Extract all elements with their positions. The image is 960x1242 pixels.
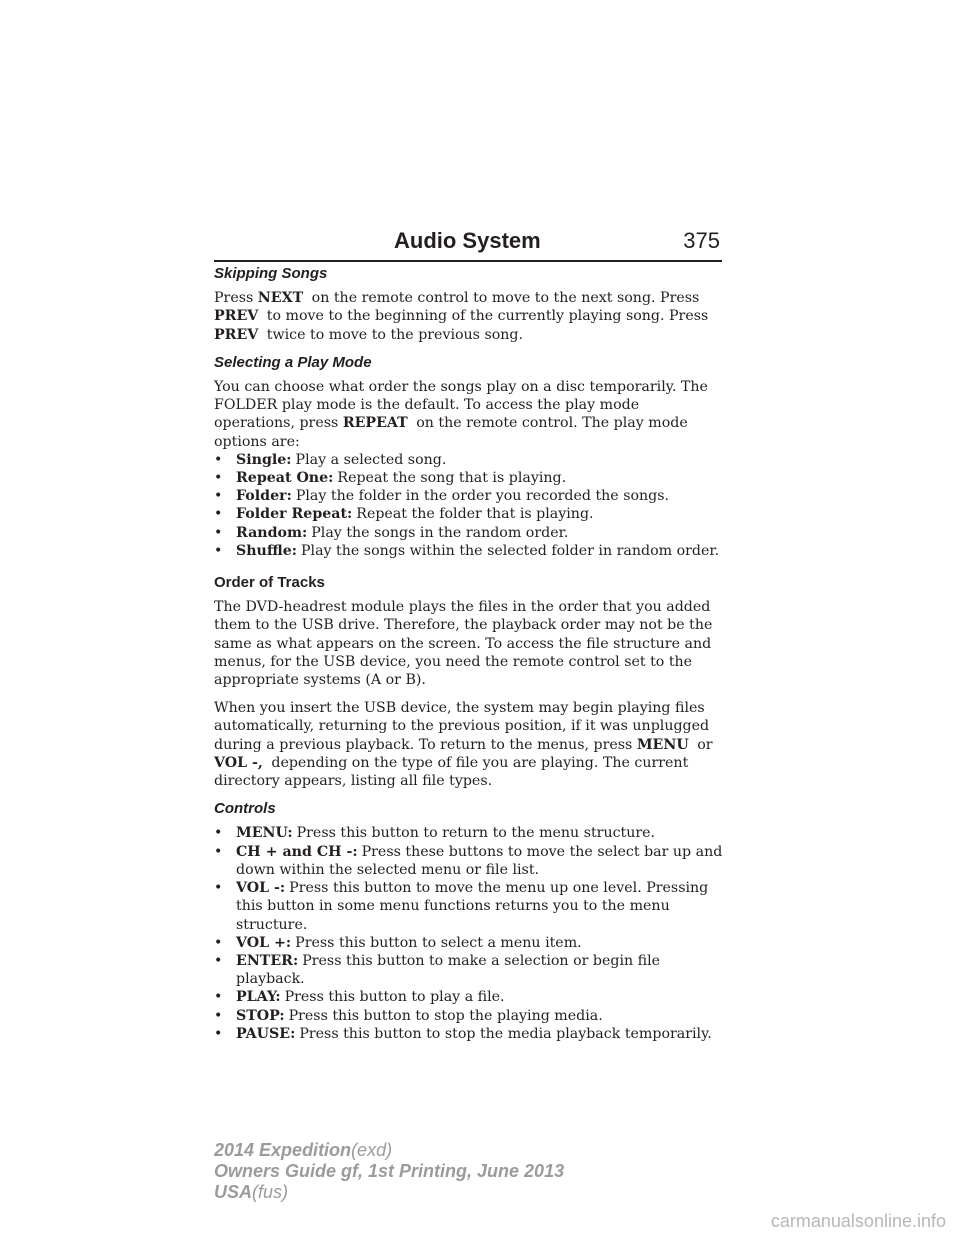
list-item: • Single: Play a selected song. [214,451,447,468]
list-item: • Random: Play the songs in the random order. [214,524,569,541]
paragraph-skipping: Press NEXT on the remote control to move to the next song. Press PREV to move to the beginning of the currently playing song. Press PREV twice to move to the previous song. [214,290,709,343]
controls-list [214,824,724,1042]
watermark: carmanualsonline.info [770,1211,946,1231]
paragraph-order-2: When you insert the USB device, the system may begin playing files automatically, returning to the previous position, if it was unplugged during a previous playback. To return to the menus, press MENU or VOL -, depending on the type of file you are playing. The current directory appears, listing all file types. [214,700,713,790]
list-item: • VOL +: Press this button to select a menu item. [214,934,582,951]
list-item: • Folder: Play the folder in the order you recorded the songs. [214,488,670,505]
list-item: • MENU: Press this button to return to the menu structure. [214,825,656,842]
heading-play-mode: Selecting a Play Mode [214,353,372,371]
heading-skipping-songs: Skipping Songs [214,265,328,282]
list-item: • PAUSE: Press this button to stop the media playback temporarily. [214,1025,712,1042]
play-mode-list [214,451,724,560]
list-item: • Shuffle: Play the songs within the selected folder in random order. [214,542,720,559]
heading-order-of-tracks: Order of Tracks [214,574,325,592]
keyword-next: NEXT [257,290,304,307]
list-item: • ENTER: Press this button to make a selection or begin file playback. [214,952,661,988]
footer-line-1: 2014 Expedition(exd) [214,1140,393,1160]
page-header [214,228,722,262]
list-item: • Folder Repeat: Repeat the folder that is playing. [214,506,594,523]
paragraph-play-mode: You can choose what order the songs play on a disc temporarily. The FOLDER play mode is the default. To access the play mode operations, press REPEAT on the remote control. The play mode options are: [214,379,708,450]
list-item: • Repeat One: Repeat the song that is playing. [214,470,567,487]
page-content [214,265,724,1053]
keyword-menu: MENU [636,736,689,753]
paragraph-order-1: The DVD-headrest module plays the files in the order that you added them to the USB drive. Therefore, the playback order may not be the same as what appears on the screen. To access the file structure and menus, for the USB device, you need the remote control set to the appropriate systems (A or B). [214,599,713,689]
keyword-repeat: REPEAT [342,415,408,432]
list-item: • PLAY: Press this button to play a file. [214,989,505,1006]
keyword-vol-minus: VOL -, [214,754,263,771]
keyword-prev: PREV [214,308,259,325]
footer-line-3: USA(fus) [214,1182,289,1202]
section-title: Audio System [394,228,541,253]
keyword-prev: PREV [214,326,259,343]
list-item: • STOP: Press this button to stop the playing media. [214,1007,603,1024]
page-footer [214,1140,564,1203]
page-number: 375 [683,228,720,253]
heading-controls: Controls [214,800,276,818]
list-item: • VOL -: Press this button to move the menu up one level. Pressing this button in some menu functions returns you to the menu structure. [214,880,709,933]
list-item: • CH + and CH -: Press these buttons to move the select bar up and down within the selected menu or file list. [214,843,723,878]
footer-line-2: Owners Guide gf, 1st Printing, June 2013 [214,1161,565,1181]
